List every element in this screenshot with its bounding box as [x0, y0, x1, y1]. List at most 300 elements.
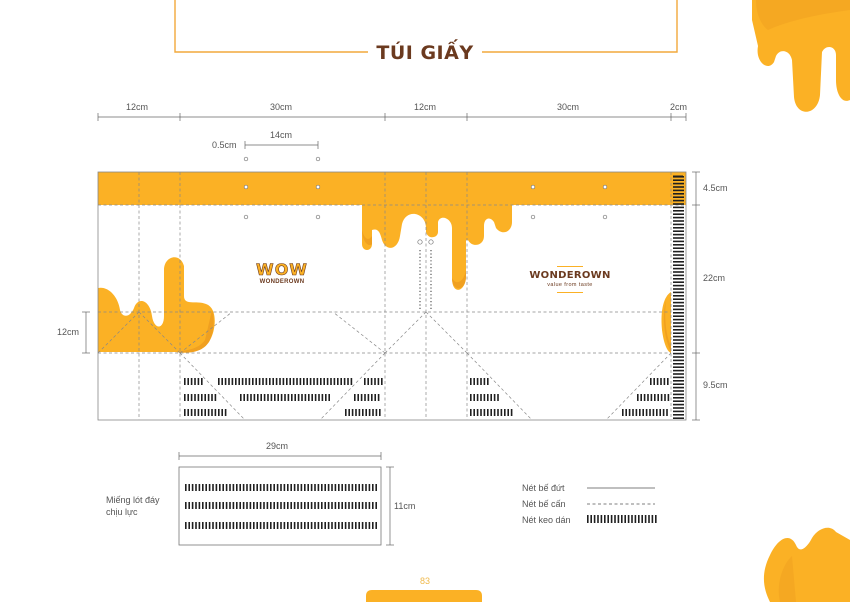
center-drip	[362, 205, 512, 290]
glue-strip-mark	[293, 378, 295, 385]
glue-strip-mark	[494, 394, 496, 401]
glue-strip-mark	[367, 378, 369, 385]
glue-strip-mark	[286, 378, 288, 385]
legend-glue-mark	[587, 515, 589, 523]
base-glue-mark	[185, 522, 187, 529]
glue-strip-mark	[191, 409, 193, 416]
glue-flap-mark	[673, 237, 684, 239]
glue-strip-mark	[364, 378, 366, 385]
glue-strip-mark	[629, 409, 631, 416]
glue-strip-mark	[337, 378, 339, 385]
glue-flap-mark	[673, 285, 684, 287]
glue-strip-mark	[364, 394, 366, 401]
dim-right-2: 22cm	[703, 273, 726, 283]
base-glue-mark	[287, 522, 289, 529]
glue-strip-mark	[376, 409, 378, 416]
glue-strip-mark	[247, 394, 249, 401]
glue-strip-mark	[225, 409, 227, 416]
base-glue-mark	[335, 502, 337, 509]
glue-strip-mark	[317, 378, 319, 385]
base-glue-mark	[192, 522, 194, 529]
glue-strip-mark	[639, 409, 641, 416]
glue-flap-mark	[673, 366, 684, 368]
base-glue-mark	[341, 484, 343, 491]
glue-flap-mark	[673, 220, 684, 222]
base-glue-mark	[290, 484, 292, 491]
base-glue-mark	[284, 484, 286, 491]
glue-strip-mark	[184, 409, 186, 416]
glue-strip-mark	[218, 409, 220, 416]
glue-strip-mark	[473, 409, 475, 416]
legend-glue-mark	[652, 515, 654, 523]
glue-strip-mark	[259, 378, 261, 385]
base-glue-mark	[256, 502, 258, 509]
glue-strip-mark	[663, 409, 665, 416]
base-glue-mark	[253, 522, 255, 529]
glue-strip-mark	[308, 394, 310, 401]
glue-strip-mark	[242, 378, 244, 385]
glue-strip-mark	[320, 378, 322, 385]
base-glue-mark	[267, 484, 269, 491]
base-glue-mark	[246, 502, 248, 509]
glue-flap-mark	[673, 298, 684, 300]
glue-strip-mark	[637, 394, 639, 401]
base-glue-mark	[267, 522, 269, 529]
base-glue-mark	[335, 484, 337, 491]
base-glue-mark	[243, 502, 245, 509]
base-label-line2: chịu lực	[106, 507, 138, 517]
legend-lines	[587, 488, 655, 504]
base-glue-mark	[185, 502, 187, 509]
base-glue-mark	[212, 522, 214, 529]
base-glue-mark	[212, 484, 214, 491]
base-glue-mark	[307, 522, 309, 529]
glue-strip-mark	[306, 378, 308, 385]
glue-flap-mark	[673, 343, 684, 345]
glue-strip-mark	[228, 378, 230, 385]
glue-strip-mark	[330, 378, 332, 385]
glue-strip-mark	[267, 394, 269, 401]
wonderown-wordmark: WONDEROWN	[529, 270, 611, 281]
glue-flap-mark	[673, 268, 684, 270]
base-glue-mark	[318, 484, 320, 491]
base-glue-mark	[209, 484, 211, 491]
glue-flap-mark	[673, 230, 684, 232]
base-glue-mark	[250, 484, 252, 491]
base-glue-mark	[304, 484, 306, 491]
base-glue-mark	[246, 522, 248, 529]
glue-strip-mark	[249, 378, 251, 385]
glue-strip-mark	[654, 394, 656, 401]
base-glue-mark	[188, 484, 190, 491]
base-glue-mark	[328, 502, 330, 509]
base-glue-mark	[229, 484, 231, 491]
glue-flap-mark	[673, 213, 684, 215]
glue-flap-mark	[673, 305, 684, 307]
glue-flap-mark	[673, 309, 684, 311]
glue-strip-mark	[664, 394, 666, 401]
glue-strip-mark	[198, 409, 200, 416]
glue-strip-mark	[511, 409, 513, 416]
base-glue-mark	[277, 522, 279, 529]
wow-logo-mark: WOW	[256, 260, 308, 279]
glue-flap-mark	[673, 380, 684, 382]
glue-strip-mark	[473, 378, 475, 385]
glue-flap-mark	[673, 227, 684, 229]
base-glue-mark	[358, 502, 360, 509]
dim-top-5: 2cm	[670, 102, 688, 112]
glue-flap-mark	[673, 349, 684, 351]
base-glue-mark	[338, 484, 340, 491]
glue-strip-mark	[371, 378, 373, 385]
base-glue-mark	[318, 502, 320, 509]
base-glue-mark	[307, 502, 309, 509]
glue-flap-mark	[673, 302, 684, 304]
corner-blob-bottom-right	[764, 528, 850, 602]
glue-flap-mark	[673, 251, 684, 253]
base-glue-mark	[335, 522, 337, 529]
logo-rule-bottom	[557, 292, 583, 293]
base-glue-mark	[239, 484, 241, 491]
glue-strip-mark	[279, 378, 281, 385]
base-glue-mark	[202, 484, 204, 491]
glue-strip-mark	[497, 409, 499, 416]
base-glue-mark	[253, 484, 255, 491]
glue-strip-mark	[201, 409, 203, 416]
glue-strip-mark	[477, 378, 479, 385]
base-glue-mark	[273, 484, 275, 491]
glue-strip-mark	[243, 394, 245, 401]
base-glue-mark	[328, 484, 330, 491]
base-glue-mark	[355, 522, 357, 529]
glue-strip-mark	[378, 394, 380, 401]
glue-strip-mark	[477, 394, 479, 401]
glue-flap-mark	[673, 332, 684, 334]
base-glue-mark	[195, 484, 197, 491]
glue-strip-mark	[194, 394, 196, 401]
glue-strip-mark	[284, 394, 286, 401]
base-glue-mark	[311, 484, 313, 491]
glue-strip-mark	[221, 378, 223, 385]
glue-strip-mark	[480, 394, 482, 401]
base-glue-mark	[199, 502, 201, 509]
glue-strip-mark	[294, 394, 296, 401]
base-glue-mark	[216, 502, 218, 509]
glue-strip-mark	[480, 409, 482, 416]
glue-strip-mark	[659, 409, 661, 416]
glue-strip-mark	[215, 394, 217, 401]
glue-strip-mark	[487, 409, 489, 416]
glue-strip-mark	[622, 409, 624, 416]
glue-strip-mark	[490, 409, 492, 416]
base-glue-mark	[324, 522, 326, 529]
base-glue-mark	[352, 502, 354, 509]
glue-flap-mark	[673, 383, 684, 385]
glue-strip-mark	[362, 409, 364, 416]
glue-strip-mark	[378, 378, 380, 385]
glue-flap-mark	[673, 414, 684, 416]
base-glue-mark	[267, 502, 269, 509]
glue-strip-mark	[352, 409, 354, 416]
glue-flap-mark	[673, 312, 684, 314]
base-glue-mark	[250, 502, 252, 509]
base-glue-mark	[345, 502, 347, 509]
glue-strip-mark	[235, 378, 237, 385]
glue-flap-mark	[673, 315, 684, 317]
base-glue-mark	[369, 522, 371, 529]
base-glue-mark	[314, 484, 316, 491]
glue-strip-mark	[642, 409, 644, 416]
logo-rule-top	[557, 266, 583, 267]
base-glue-mark	[233, 484, 235, 491]
glue-flap-mark	[673, 281, 684, 283]
base-glue-mark	[219, 522, 221, 529]
glue-strip-mark	[238, 378, 240, 385]
legend-glue-mark	[594, 515, 596, 523]
glue-strip-mark	[260, 394, 262, 401]
glue-strip-mark	[283, 378, 285, 385]
base-glue-mark	[280, 522, 282, 529]
base-glue-mark	[273, 502, 275, 509]
glue-strip-mark	[300, 378, 302, 385]
base-glue-mark	[188, 522, 190, 529]
glue-strip-mark	[381, 378, 383, 385]
glue-strip-mark	[310, 378, 312, 385]
glue-strip-mark	[325, 394, 327, 401]
glue-strip-mark	[255, 378, 257, 385]
glue-strip-mark	[257, 394, 259, 401]
dim-left: 12cm	[57, 327, 80, 337]
base-glue-mark	[297, 484, 299, 491]
glue-strip-mark	[351, 378, 353, 385]
reference-holes	[244, 157, 320, 161]
base-glue-mark	[280, 484, 282, 491]
base-glue-mark	[192, 502, 194, 509]
glue-strip-mark	[640, 394, 642, 401]
glue-strip-mark	[345, 409, 347, 416]
base-glue-mark	[226, 522, 228, 529]
glue-flap-mark	[673, 186, 684, 188]
glue-strip-mark	[313, 378, 315, 385]
glue-strip-mark	[372, 409, 374, 416]
base-glue-mark	[301, 522, 303, 529]
base-glue-mark	[314, 502, 316, 509]
glue-strip-mark	[315, 394, 317, 401]
wonderown-tagline: value from taste	[547, 282, 593, 288]
glue-flap-mark	[673, 397, 684, 399]
base-glue-mark	[304, 522, 306, 529]
glue-strip-mark	[650, 378, 652, 385]
base-glue-mark	[229, 522, 231, 529]
base-glue-mark	[277, 484, 279, 491]
base-glue-mark	[331, 502, 333, 509]
dim-top-4: 30cm	[557, 102, 580, 112]
base-glue-mark	[365, 484, 367, 491]
base-glue-mark	[294, 502, 296, 509]
glue-strip-mark	[305, 394, 307, 401]
glue-strip-mark	[361, 394, 363, 401]
base-glue-mark	[290, 522, 292, 529]
dim-base-height: 11cm	[394, 501, 416, 511]
legend-glue-mark	[624, 515, 626, 523]
glue-strip-mark	[271, 394, 273, 401]
glue-flap-mark	[673, 387, 684, 389]
base-glue-mark	[294, 484, 296, 491]
glue-strip-mark	[184, 378, 186, 385]
base-glue-mark	[365, 522, 367, 529]
legend-glue-mark	[607, 515, 609, 523]
glue-strip-mark	[289, 378, 291, 385]
glue-strip-mark	[272, 378, 274, 385]
glue-strip-mark	[487, 394, 489, 401]
glue-strip-mark	[348, 409, 350, 416]
base-glue-mark	[365, 502, 367, 509]
glue-strip-mark	[322, 394, 324, 401]
base-glue-mark	[205, 522, 207, 529]
glue-flap-mark	[673, 190, 684, 192]
base-glue-mark	[195, 522, 197, 529]
glue-strip-mark	[340, 378, 342, 385]
base-glue-mark	[355, 502, 357, 509]
glue-flap-mark	[673, 360, 684, 362]
glue-strip-mark	[254, 394, 256, 401]
base-glue-mark	[318, 522, 320, 529]
base-glue-mark	[260, 484, 262, 491]
glue-strip-mark	[646, 409, 648, 416]
base-glue-mark	[256, 522, 258, 529]
glue-flap-mark	[673, 417, 684, 419]
glue-strip-mark	[344, 378, 346, 385]
base-glue-mark	[294, 522, 296, 529]
base-glue-mark	[263, 522, 265, 529]
glue-flap-mark	[673, 370, 684, 372]
base-glue-mark	[338, 502, 340, 509]
glue-flap-mark	[673, 258, 684, 260]
base-glue-mark	[375, 522, 377, 529]
glue-flap-mark	[673, 292, 684, 294]
glue-flap-mark	[673, 271, 684, 273]
base-glue-mark	[375, 484, 377, 491]
base-glue-mark	[185, 484, 187, 491]
base-glue-mark	[219, 502, 221, 509]
glue-strip-mark	[187, 378, 189, 385]
base-glue-mark	[352, 484, 354, 491]
legend-glue-mark	[631, 515, 633, 523]
base-glue-mark	[338, 522, 340, 529]
base-glue-mark	[263, 502, 265, 509]
base-glue-mark	[290, 502, 292, 509]
wow-logo	[254, 262, 310, 285]
base-glue-mark	[348, 484, 350, 491]
glue-strip-mark	[208, 394, 210, 401]
base-glue-mark	[280, 502, 282, 509]
glue-strip-mark	[487, 378, 489, 385]
glue-strip-mark	[232, 378, 234, 385]
glue-strip-mark	[664, 378, 666, 385]
glue-strip-mark	[191, 394, 193, 401]
glue-strip-mark	[201, 378, 203, 385]
top-dimension-lines	[98, 113, 686, 149]
glue-flap-mark	[673, 179, 684, 181]
base-glue-mark	[355, 484, 357, 491]
glue-strip-mark	[204, 409, 206, 416]
legend-glue-mark	[611, 515, 613, 523]
glue-strip-mark	[632, 409, 634, 416]
glue-flap-mark	[673, 377, 684, 379]
glue-flap-mark	[673, 247, 684, 249]
glue-flap-mark	[673, 193, 684, 195]
legend-glue-mark	[645, 515, 647, 523]
base-glue-mark	[324, 502, 326, 509]
base-glue-mark	[253, 502, 255, 509]
dim-top-2: 30cm	[270, 102, 293, 112]
glue-strip-mark	[288, 394, 290, 401]
glue-strip-mark	[504, 409, 506, 416]
glue-strip-mark	[470, 409, 472, 416]
base-glue-mark	[270, 502, 272, 509]
glue-flap-mark	[673, 224, 684, 226]
top-fold-band	[98, 172, 686, 205]
base-glue-mark	[202, 502, 204, 509]
base-glue-mark	[358, 484, 360, 491]
glue-strip-mark	[501, 409, 503, 416]
glue-flap-mark	[673, 326, 684, 328]
legend-glue-mark	[655, 515, 657, 523]
base-glue-mark	[345, 484, 347, 491]
glue-strip-mark	[252, 378, 254, 385]
glue-flap-mark	[673, 288, 684, 290]
base-glue-mark	[256, 484, 258, 491]
glue-strip-mark	[311, 394, 313, 401]
glue-strip-mark	[507, 409, 509, 416]
glue-strip-mark	[240, 394, 242, 401]
base-glue-mark	[321, 522, 323, 529]
glue-flap-mark	[673, 207, 684, 209]
glue-strip-mark	[484, 394, 486, 401]
glue-flap-mark	[673, 329, 684, 331]
base-glue-mark	[284, 502, 286, 509]
base-glue-mark	[348, 502, 350, 509]
right-dimension-lines	[692, 172, 700, 420]
base-glue-mark	[372, 502, 374, 509]
glue-strip-mark	[201, 394, 203, 401]
glue-flap-mark	[673, 407, 684, 409]
glue-flap-mark	[673, 176, 684, 178]
base-glue-mark	[192, 484, 194, 491]
glue-flap-mark	[673, 339, 684, 341]
glue-flap-mark	[673, 210, 684, 212]
base-glue-mark	[236, 502, 238, 509]
base-glue-mark	[362, 502, 364, 509]
glue-strip-mark	[269, 378, 271, 385]
base-glue-mark	[277, 502, 279, 509]
glue-strip-mark	[323, 378, 325, 385]
base-glue-mark	[270, 484, 272, 491]
base-glue-mark	[321, 484, 323, 491]
glue-flap-mark	[673, 319, 684, 321]
base-glue-mark	[372, 522, 374, 529]
glue-flap-mark	[673, 295, 684, 297]
glue-strip-mark	[644, 394, 646, 401]
glue-strip-mark	[484, 409, 486, 416]
legend-glue-mark	[638, 515, 640, 523]
glue-strip-mark	[647, 394, 649, 401]
glue-strip-mark	[666, 409, 668, 416]
legend-glue-mark	[618, 515, 620, 523]
glue-strip-mark	[276, 378, 278, 385]
base-glue-mark	[369, 484, 371, 491]
glue-strip-mark	[347, 378, 349, 385]
